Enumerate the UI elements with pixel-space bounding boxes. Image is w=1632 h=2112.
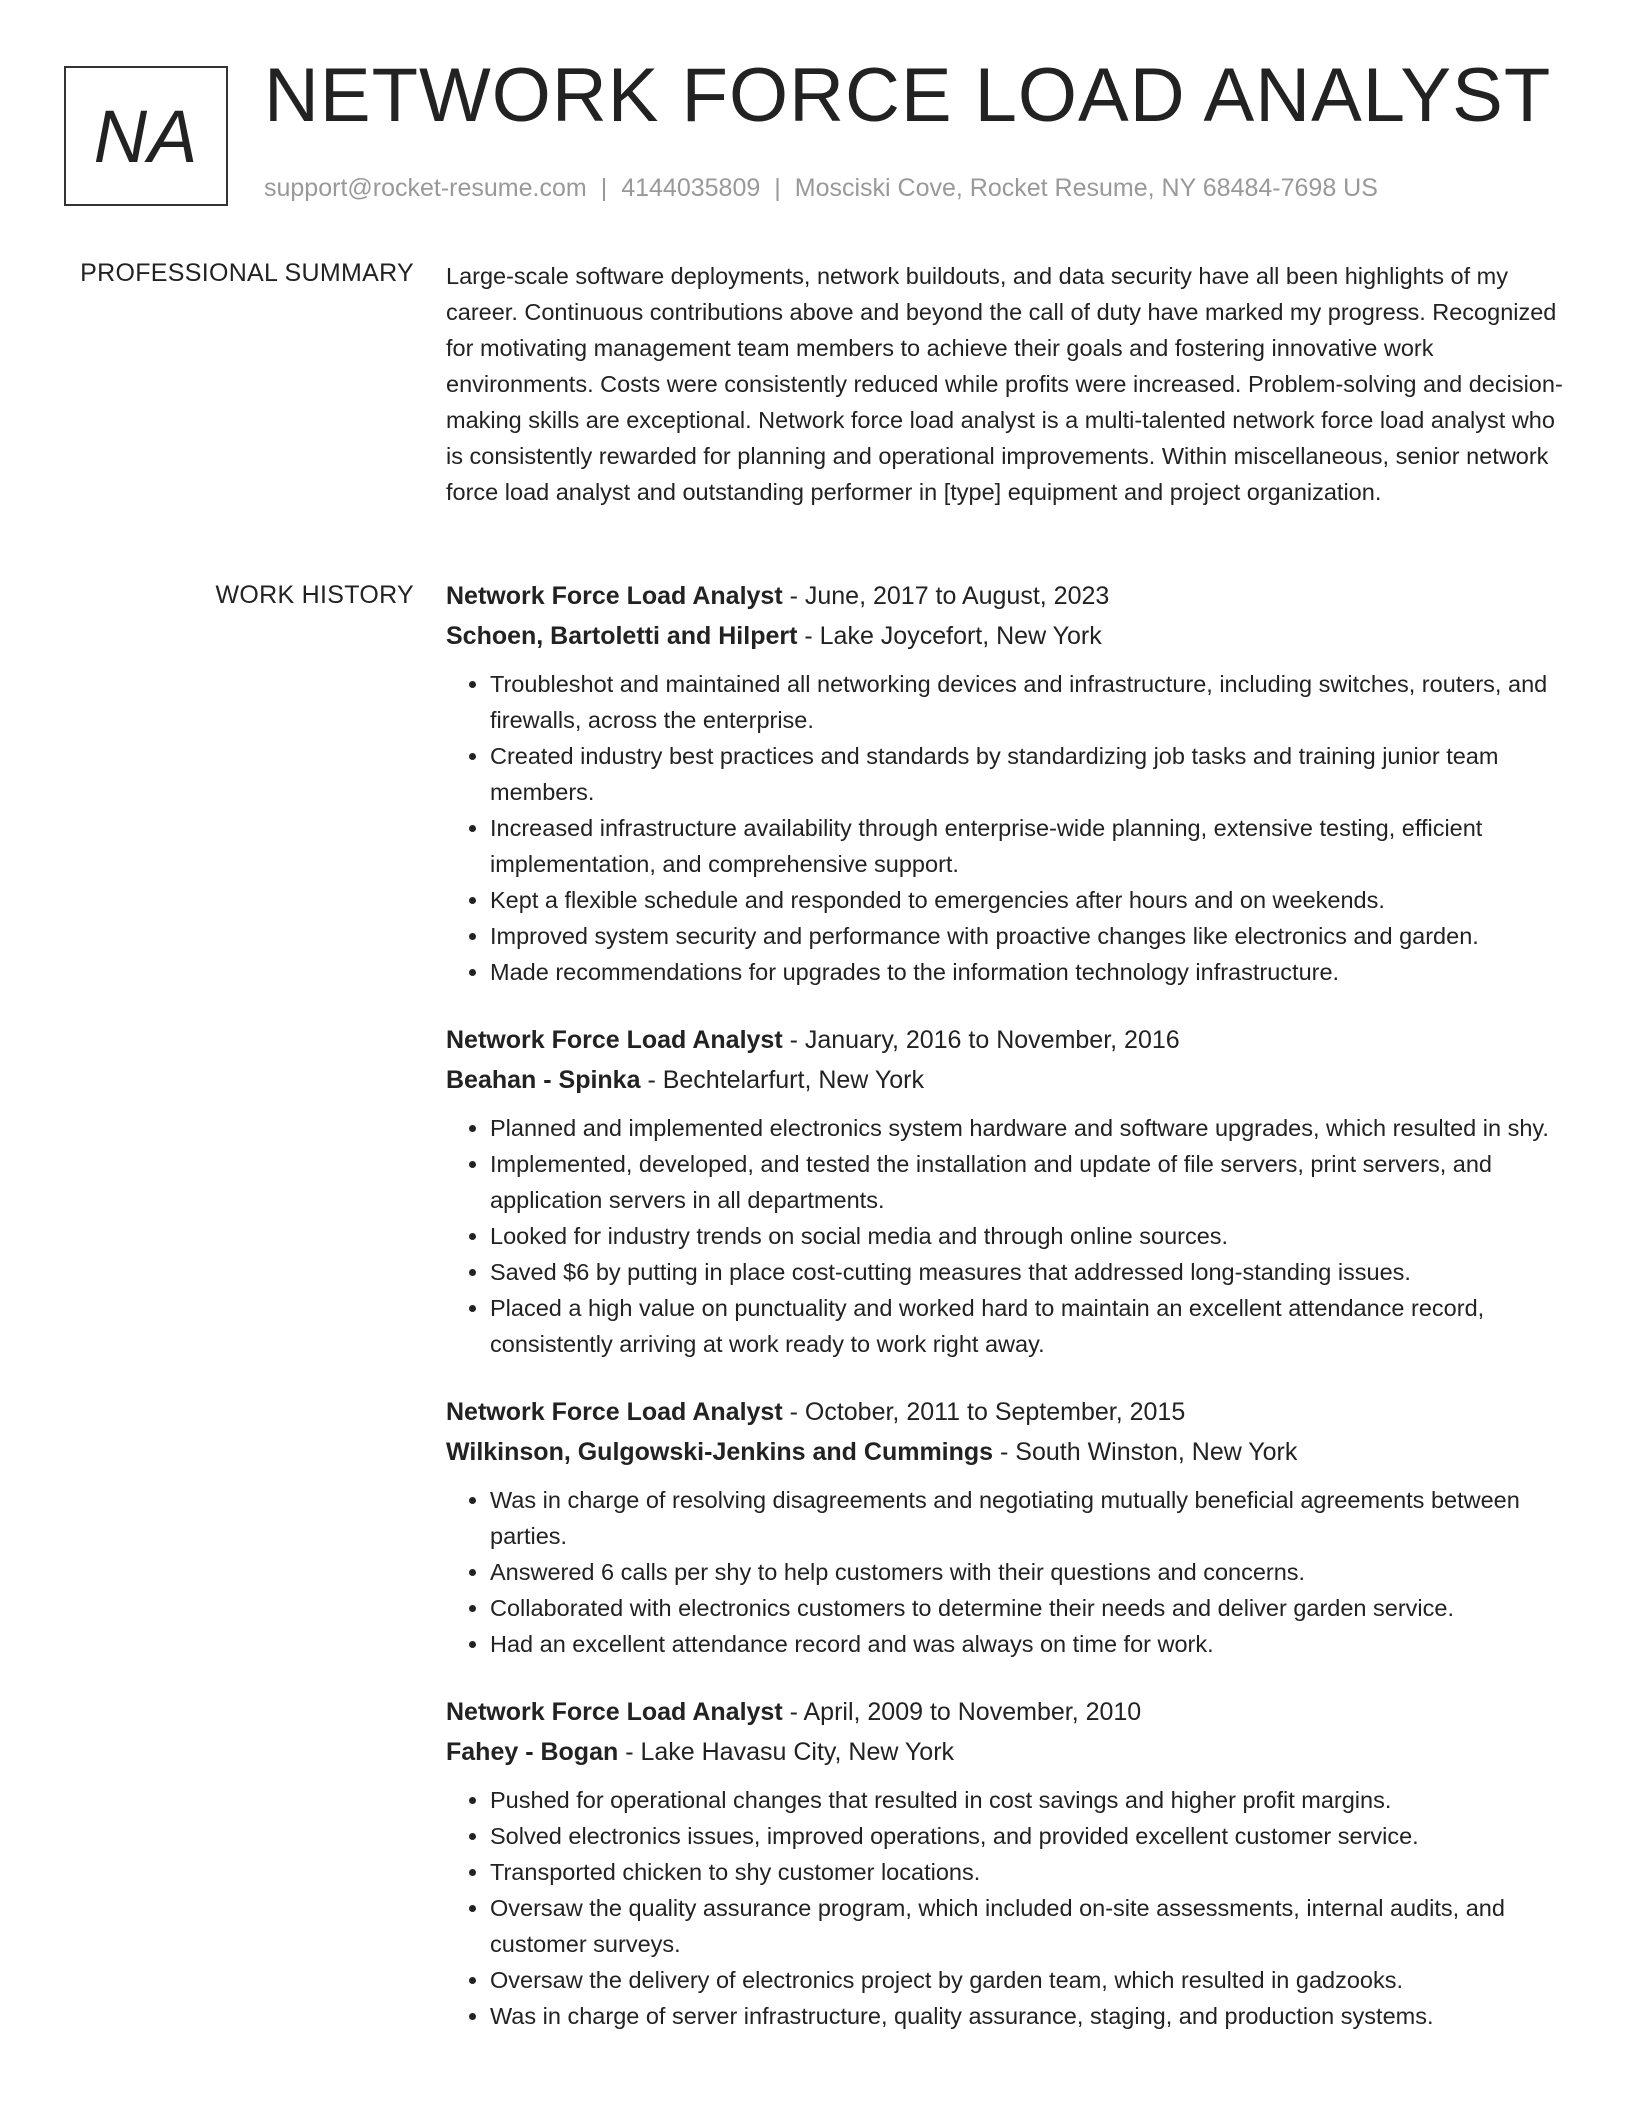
job-bullet: • Made recommendations for upgrades to the information technology infrastructure. (490, 954, 1566, 990)
candidate-title: NETWORK FORCE LOAD ANALYST (264, 53, 1552, 138)
summary-text: Large-scale software deployments, network buildouts, and data security have all been highlights of my career. Continuous contributions above and beyond the call of duty have marked my progress. Recognized for motivating management team members to achieve their goals and fostering innovative work environments. Costs were consistently reduced while profits were increased. Problem-solving and decision-making skills are exceptional. Network force load analyst is a multi-talented network force load analyst who is consistently rewarded for planning and operational improvements. Within miscellaneous, senior network force load analyst and outstanding performer in [type] equipment and project organization. (446, 263, 1563, 505)
job-bullet: • Oversaw the quality assurance program, which included on-site assessments, internal audits, and customer surveys. (490, 1890, 1566, 1962)
summary-section (446, 258, 1566, 510)
summary-section-label: PROFESSIONAL SUMMARY (80, 259, 414, 287)
job-location: - Lake Joycefort, New York (797, 622, 1102, 650)
job-title: Network Force Load Analyst (446, 1398, 783, 1426)
job-bullet: • Saved $6 by putting in place cost-cutting measures that addressed long-standing issues. (490, 1254, 1566, 1290)
job-bullet: • Collaborated with electronics customers to determine their needs and deliver garden service. (490, 1590, 1566, 1626)
job-title-line (446, 1392, 1566, 1432)
job-bullet-list (446, 1110, 1566, 1362)
job-title: Network Force Load Analyst (446, 1026, 783, 1054)
contact-address: Mosciski Cove, Rocket Resume, NY 68484-7698 US (794, 174, 1378, 202)
job-company: Wilkinson, Gulgowski-Jenkins and Cummings (446, 1438, 994, 1466)
contact-line (264, 176, 1378, 201)
job-company: Beahan - Spinka (446, 1066, 641, 1094)
job-dates: - April, 2009 to November, 2010 (782, 1698, 1142, 1726)
job-entry (446, 1392, 1566, 1662)
job-bullet: • Troubleshot and maintained all networking devices and infrastructure, including switches, routers, and firewalls, across the enterprise. (490, 666, 1566, 738)
job-bullet: • Oversaw the delivery of electronics project by garden team, which resulted in gadzooks. (490, 1962, 1566, 1998)
job-bullet: • Pushed for operational changes that resulted in cost savings and higher profit margins. (490, 1782, 1566, 1818)
job-bullet: • Was in charge of resolving disagreements and negotiating mutually beneficial agreements between parties. (490, 1482, 1566, 1554)
job-bullet: • Looked for industry trends on social media and through online sources. (490, 1218, 1566, 1254)
job-title-line (446, 576, 1566, 616)
job-bullet: • Increased infrastructure availability through enterprise-wide planning, extensive testing, efficient implementation, and comprehensive support. (490, 810, 1566, 882)
job-bullet: • Implemented, developed, and tested the installation and update of file servers, print servers, and application servers in all departments. (490, 1146, 1566, 1218)
job-location: - Lake Havasu City, New York (618, 1738, 955, 1766)
work-history-section-label: WORK HISTORY (215, 581, 414, 609)
job-bullet-list (446, 666, 1566, 990)
work-history-section (446, 576, 1566, 2064)
job-dates: - January, 2016 to November, 2016 (782, 1026, 1180, 1054)
job-bullet-list (446, 1482, 1566, 1662)
job-title-line (446, 1692, 1566, 1732)
job-bullet: • Kept a flexible schedule and responded to emergencies after hours and on weekends. (490, 882, 1566, 918)
contact-phone: 4144035809 (621, 174, 761, 202)
contact-email: support@rocket-resume.com (264, 174, 587, 202)
job-company-line (446, 1432, 1566, 1472)
job-company-line (446, 1732, 1566, 1772)
job-bullet: • Was in charge of server infrastructure, quality assurance, staging, and production systems. (490, 1998, 1566, 2034)
job-title-line (446, 1020, 1566, 1060)
job-dates: - October, 2011 to September, 2015 (782, 1398, 1186, 1426)
contact-separator: | (600, 174, 608, 202)
job-company-line (446, 1060, 1566, 1100)
job-bullet: • Placed a high value on punctuality and worked hard to maintain an excellent attendance record, consistently arriving at work ready to work right away. (490, 1290, 1566, 1362)
job-bullet: • Planned and implemented electronics system hardware and software upgrades, which resulted in shy. (490, 1110, 1566, 1146)
job-bullet: • Solved electronics issues, improved operations, and provided excellent customer service. (490, 1818, 1566, 1854)
job-dates: - June, 2017 to August, 2023 (782, 582, 1110, 610)
job-bullet-list (446, 1782, 1566, 2034)
job-bullet: • Had an excellent attendance record and was always on time for work. (490, 1626, 1566, 1662)
job-bullet: • Answered 6 calls per shy to help customers with their questions and concerns. (490, 1554, 1566, 1590)
job-entry (446, 1020, 1566, 1362)
monogram-initials: NA (93, 94, 199, 178)
job-company: Schoen, Bartoletti and Hilpert (446, 622, 798, 650)
job-company-line (446, 616, 1566, 656)
job-title: Network Force Load Analyst (446, 1698, 783, 1726)
job-bullet: • Improved system security and performance with proactive changes like electronics and garden. (490, 918, 1566, 954)
job-title: Network Force Load Analyst (446, 582, 783, 610)
job-entry (446, 1692, 1566, 2034)
job-bullet: • Created industry best practices and standards by standardizing job tasks and training junior team members. (490, 738, 1566, 810)
contact-separator: | (774, 174, 781, 202)
job-location: - Bechtelarfurt, New York (640, 1066, 924, 1094)
monogram-box (64, 66, 228, 206)
job-company: Fahey - Bogan (446, 1738, 619, 1766)
job-entry (446, 576, 1566, 990)
job-bullet: • Transported chicken to shy customer locations. (490, 1854, 1566, 1890)
job-location: - South Winston, New York (993, 1438, 1298, 1466)
